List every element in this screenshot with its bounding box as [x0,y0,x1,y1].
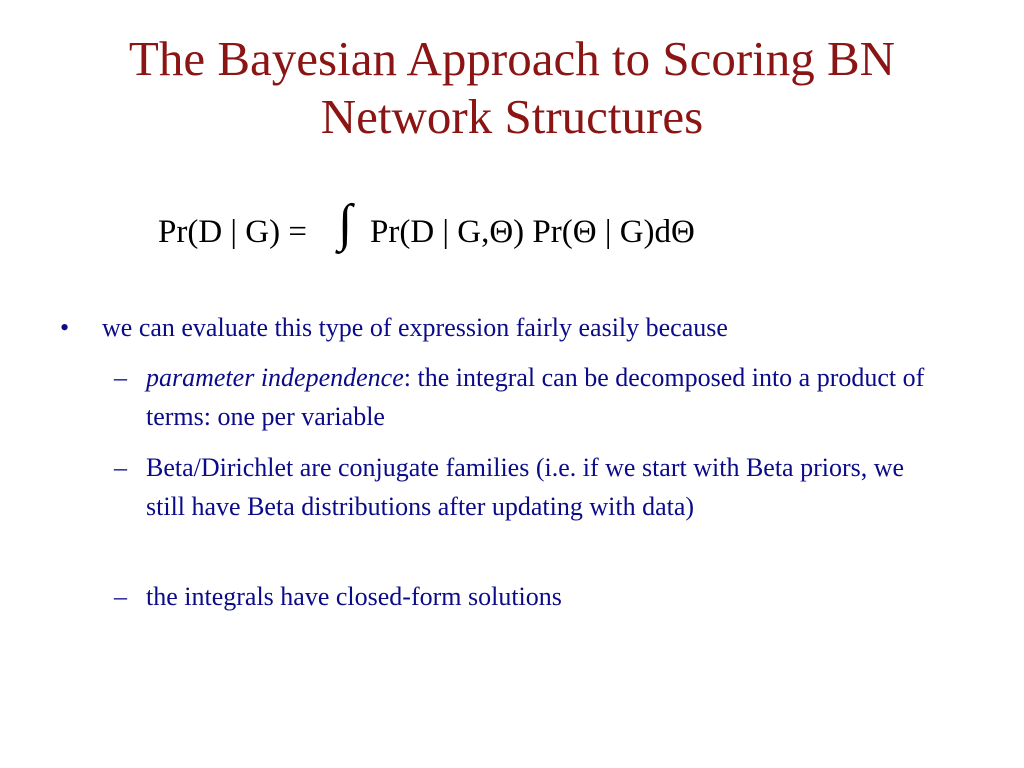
emphasis-term: parameter independence [146,363,404,392]
formula [0,195,1024,270]
subitem-text: the integrals have closed-form solutions [146,582,562,611]
subitem-text: Beta/Dirichlet are conjugate families (i.e. if we start with Beta priors, we still have Beta distributions after updating with data) [146,453,905,521]
dash-marker: – [114,582,127,611]
slide-title: The Bayesian Approach to Scoring BN Network Structures [128,31,896,144]
dash-marker: – [114,363,127,392]
integral-symbol: ∫ [338,195,353,252]
dash-marker: – [114,453,127,482]
subitem-rest: : the integral can be decomposed into a product of terms: one per variable [146,363,925,431]
subitem-text [146,358,946,436]
formula-lhs: Pr(D | G) = [158,214,307,250]
bullet-marker: • [60,313,70,342]
bullet-text: we can evaluate this type of expression fairly easily because [102,313,728,342]
formula-rhs: Pr(D | G,Θ) Pr(Θ | G)dΘ [370,214,695,250]
